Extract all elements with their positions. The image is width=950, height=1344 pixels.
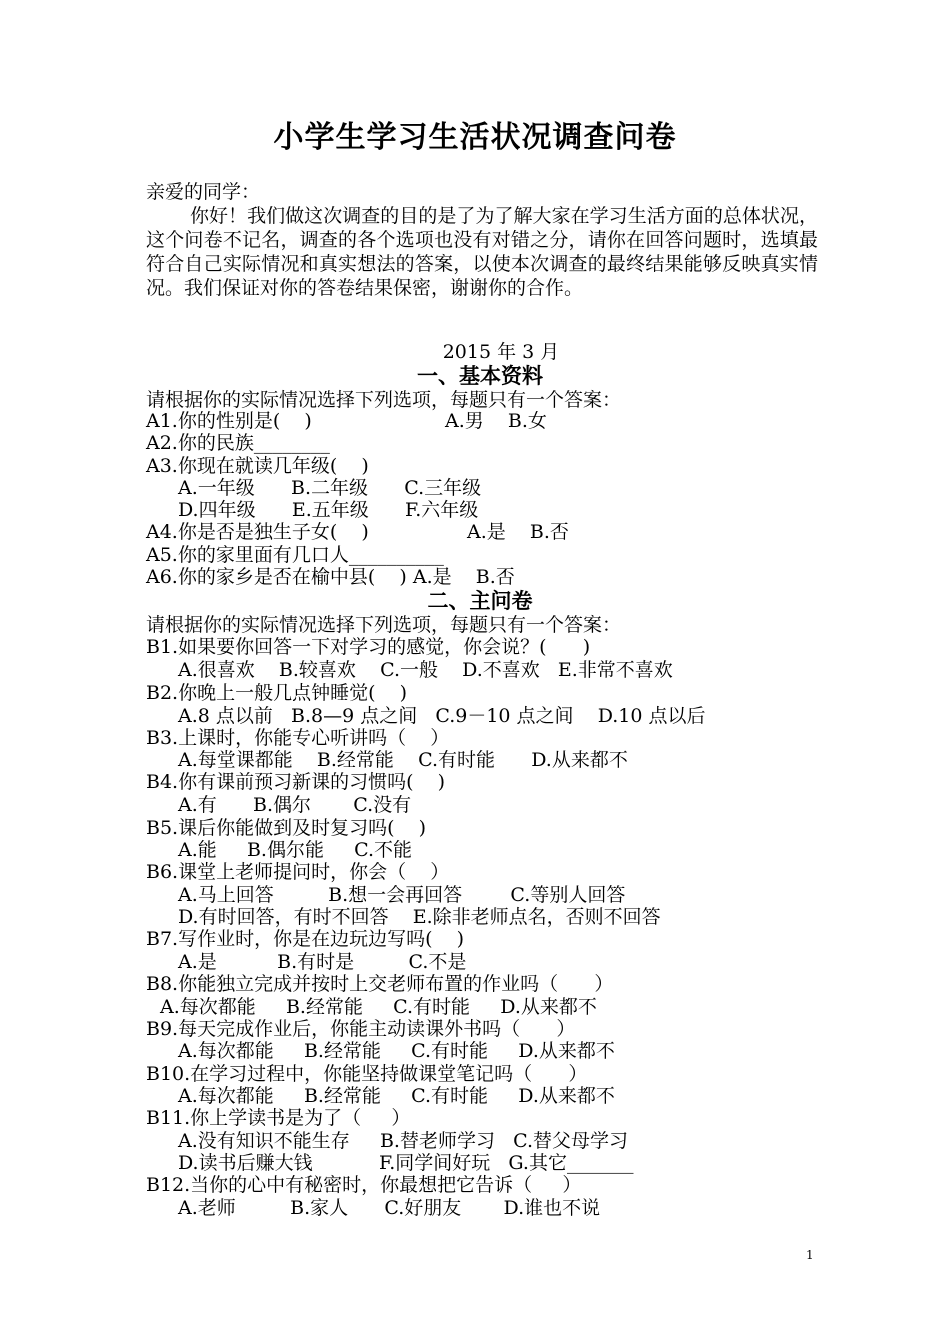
question-a1-options: A.男 B.女	[445, 410, 547, 432]
question-b12: B12.当你的心中有秘密时，你最想把它告诉（ ）	[146, 1174, 582, 1196]
question-b6: B6.课堂上老师提问时，你会（ ）	[146, 861, 450, 883]
question-a1: A1.你的性别是( )	[146, 410, 312, 432]
question-a3-options-2: D.四年级 E.五年级 F.六年级	[178, 499, 479, 521]
question-b11-options-2: D.读书后赚大钱 F.同学间好玩 G.其它_______	[178, 1152, 634, 1174]
question-b2-options: A.8 点以前 B.8—9 点之间 C.9－10 点之间 D.10 点以后	[178, 705, 706, 727]
question-b9: B9.每天完成作业后，你能主动读课外书吗（ ）	[146, 1018, 576, 1040]
question-b6-options-1: A.马上回答 B.想一会再回答 C.等别人回答	[178, 884, 626, 906]
question-b6-options-2: D.有时回答，有时不回答 E.除非老师点名，否则不回答	[178, 906, 661, 928]
question-b10-options: A.每次都能 B.经常能 C.有时能 D.从来都不	[178, 1085, 615, 1107]
intro-paragraph: 你好！我们做这次调查的目的是了为了解大家在学习生活方面的总体状况，这个问卷不记名，调查的各个选项也没有对错之分，请你在回答问题时，选填最符合自己实际情况和真实想法的答案，以使本次调查的最终结果能够反映真实情况。我们保证对你的答卷结果保密，谢谢你的合作。	[146, 205, 818, 299]
section-a-instruction: 请根据你的实际情况选择下列选项，每题只有一个答案：	[146, 389, 622, 411]
question-a5: A5.你的家里面有几口人__________	[146, 544, 444, 566]
question-b4: B4.你有课前预习新课的习惯吗( )	[146, 771, 446, 793]
question-b3-options: A.每堂课都能 B.经常能 C.有时能 D.从来都不	[178, 749, 628, 771]
question-b7: B7.写作业时，你是在边玩边写吗( )	[146, 928, 465, 950]
question-b8: B8.你能独立完成并按时上交老师布置的作业吗（ ）	[146, 973, 614, 995]
section-a-heading: 一、基本资料	[417, 364, 543, 388]
document-title: 小学生学习生活状况调查问卷	[273, 120, 677, 155]
question-b4-options: A.有 B.偶尔 C.没有	[178, 794, 412, 816]
question-b5: B5.课后你能做到及时复习吗( )	[146, 817, 427, 839]
question-b11: B11.你上学读书是为了（ ）	[146, 1107, 411, 1129]
question-b2: B2.你晚上一般几点钟睡觉( )	[146, 682, 408, 704]
question-b5-options: A.能 B.偶尔能 C.不能	[178, 839, 413, 861]
question-b9-options: A.每次都能 B.经常能 C.有时能 D.从来都不	[178, 1040, 615, 1062]
question-b1-options: A.很喜欢 B.较喜欢 C.一般 D.不喜欢 E.非常不喜欢	[178, 659, 673, 681]
question-b3: B3.上课时，你能专心听讲吗（ ）	[146, 727, 450, 749]
survey-date: 2015 年 3 月	[442, 341, 560, 363]
question-b10: B10.在学习过程中，你能坚持做课堂笔记吗（ ）	[146, 1063, 588, 1085]
question-a6: A6.你的家乡是否在榆中县( ) A.是 B.否	[146, 566, 515, 588]
question-a3-options-1: A.一年级 B.二年级 C.三年级	[178, 477, 482, 499]
page-number: 1	[806, 1248, 814, 1262]
question-b7-options: A.是 B.有时是 C.不是	[178, 951, 467, 973]
intro-block	[146, 180, 818, 300]
question-a3: A3.你现在就读几年级( )	[146, 455, 369, 477]
section-b-heading: 二、主问卷	[427, 589, 533, 613]
question-b12-options: A.老师 B.家人 C.好朋友 D.谁也不说	[178, 1197, 601, 1219]
section-b-instruction: 请根据你的实际情况选择下列选项，每题只有一个答案：	[146, 614, 622, 636]
greeting: 亲爱的同学：	[146, 181, 261, 203]
question-a2: A2.你的民族________	[146, 432, 330, 454]
question-a4-options: A.是 B.否	[467, 521, 569, 543]
question-b8-options: A.每次都能 B.经常能 C.有时能 D.从来都不	[160, 996, 597, 1018]
question-a4: A4.你是否是独生子女( )	[146, 521, 369, 543]
question-b1: B1.如果要你回答一下对学习的感觉，你会说？( )	[146, 636, 591, 658]
question-b11-options-1: A.没有知识不能生存 B.替老师学习 C.替父母学习	[178, 1130, 628, 1152]
